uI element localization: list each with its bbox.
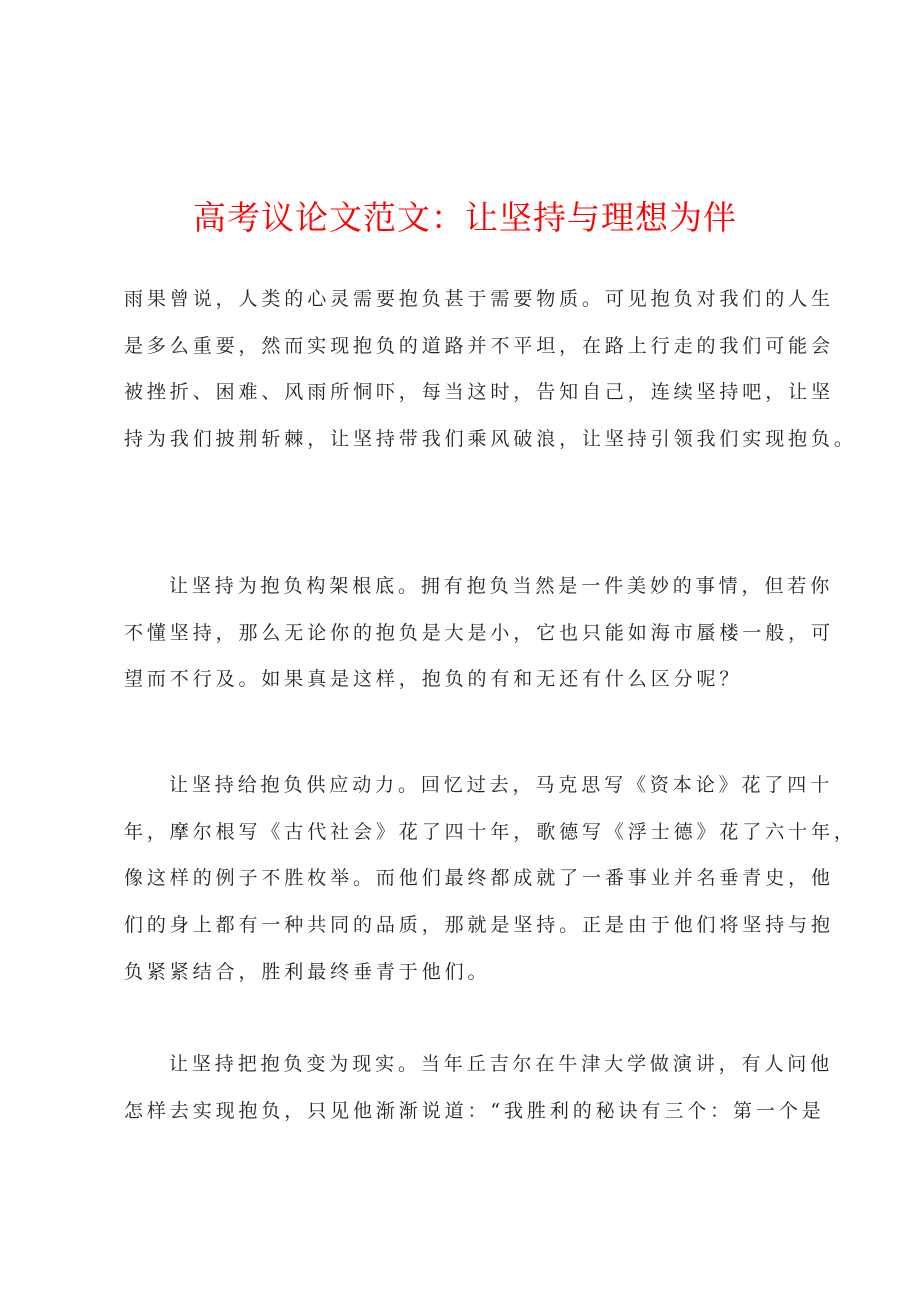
paragraph-line: 让坚持把抱负变为现实。当年丘吉尔在牛津大学做演讲，有人问他 bbox=[169, 1053, 834, 1075]
paragraph-line: 持为我们披荆斩棘，让坚持带我们乘风破浪，让坚持引领我们实现抱负。 bbox=[124, 428, 857, 451]
paragraph-line: 让坚持给抱负供应动力。回忆过去，马克思写《资本论》花了四十 bbox=[169, 774, 834, 796]
paragraph-line: 雨果曾说，人类的心灵需要抱负甚于需要物质。可见抱负对我们的人生 bbox=[124, 288, 834, 310]
paragraph-line: 怎样去实现抱负，只见他渐渐说道：“我胜利的秘诀有三个：第一个是 bbox=[124, 1099, 825, 1122]
paragraph-line: 年，摩尔根写《古代社会》花了四十年，歌德写《浮士德》花了六十年， bbox=[124, 820, 857, 843]
paragraph-line: 负紧紧结合，胜利最终垂青于他们。 bbox=[124, 960, 491, 983]
paragraph-line: 被挫折、困难、风雨所恫吓，每当这时，告知自己，连续坚持吧，让坚 bbox=[124, 381, 834, 404]
paragraph-foundation bbox=[124, 563, 834, 703]
paragraph-line: 不懂坚持，那么无论你的抱负是大是小，它也只能如海市蜃楼一般，可 bbox=[124, 621, 834, 644]
paragraph-line: 像这样的例子不胜枚举。而他们最终都成就了一番事业并名垂青史，他 bbox=[124, 867, 834, 890]
paragraph-motivation bbox=[124, 762, 857, 996]
paragraph-intro bbox=[124, 276, 857, 463]
paragraph-line: 望而不行及。如果真是这样，抱负的有和无还有什么区分呢？ bbox=[124, 668, 743, 691]
paragraph-line: 让坚持为抱负构架根底。拥有抱负当然是一件美妙的事情，但若你 bbox=[169, 575, 834, 597]
paragraph-line: 是多么重要，然而实现抱负的道路并不平坦，在路上行走的我们可能会 bbox=[124, 334, 834, 357]
paragraph-line: 们的身上都有一种共同的品质，那就是坚持。正是由于他们将坚持与抱 bbox=[124, 914, 834, 937]
paragraph-reality bbox=[124, 1041, 834, 1134]
document-title: 高考议论文范文：让坚持与理想为伴 bbox=[193, 198, 737, 237]
